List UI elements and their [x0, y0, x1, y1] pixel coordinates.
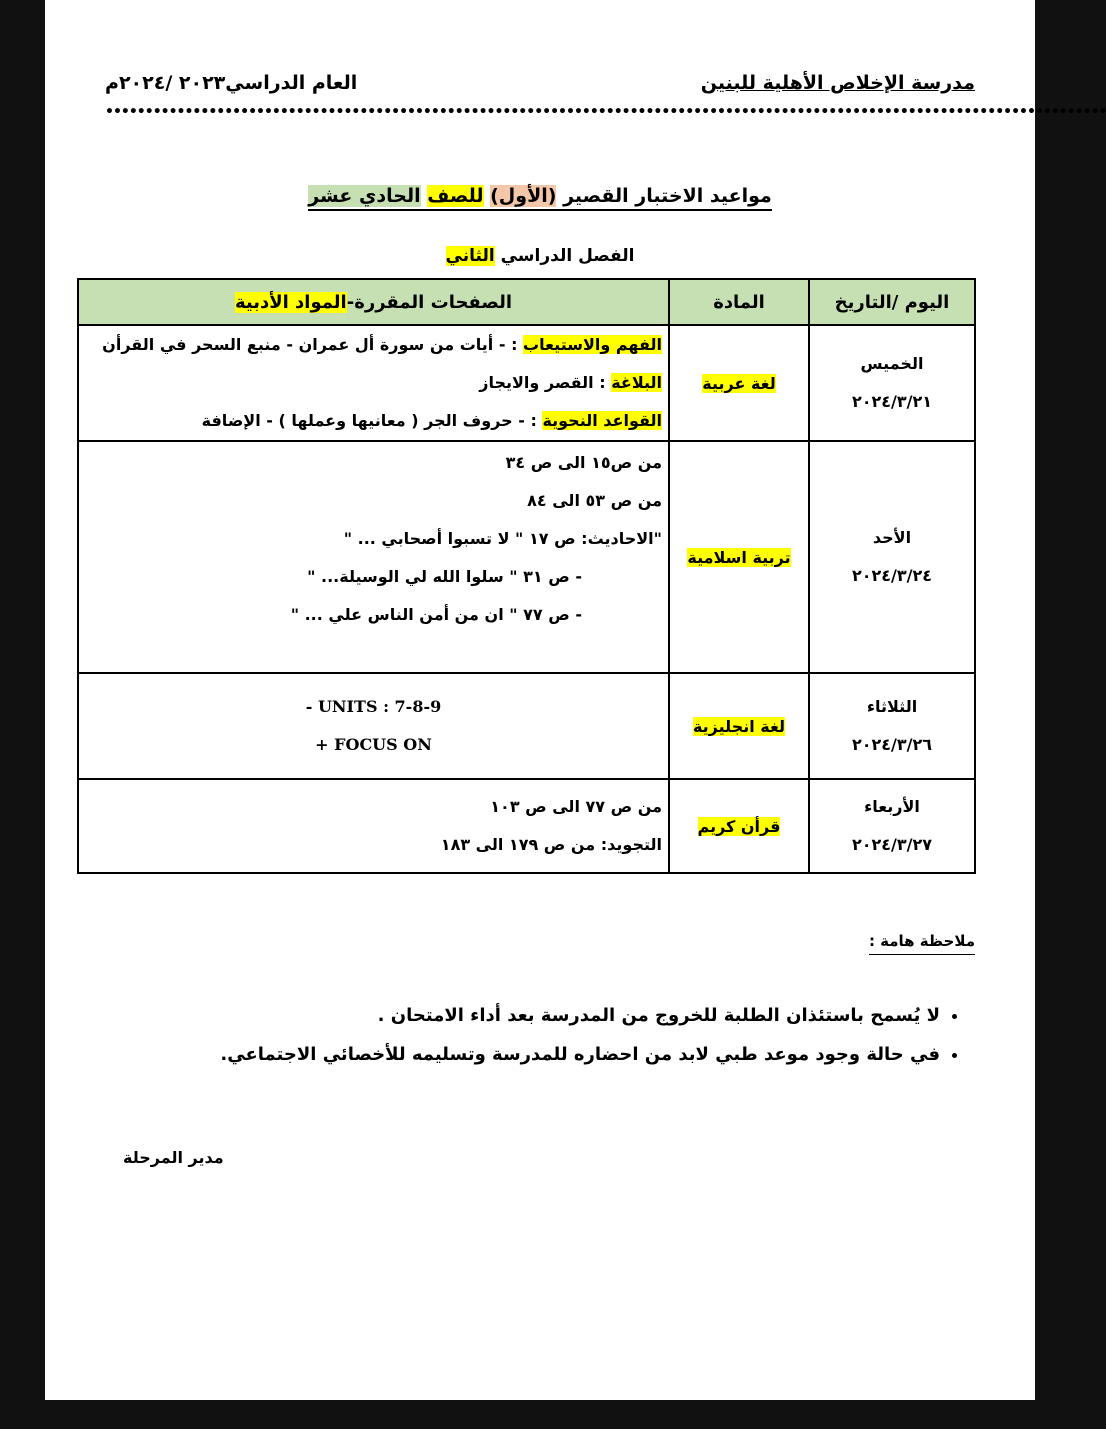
content-cell — [78, 673, 669, 779]
subject-cell — [669, 325, 809, 441]
title-text: مواعيد الاختبار القصير — [563, 185, 772, 207]
table-row — [78, 779, 975, 873]
content-line: من ص١٥ الى ص ٣٤ — [505, 453, 662, 472]
day: الخميس — [860, 354, 924, 373]
semester-value: الثاني — [445, 246, 495, 266]
topic: البلاغة — [611, 373, 662, 392]
content-line — [85, 326, 662, 364]
content-cell — [78, 441, 669, 673]
date: ٢٠٢٤/٣/٢١ — [851, 392, 933, 411]
content-line: التجويد: من ص ١٧٩ الى ١٨٣ — [440, 835, 662, 854]
academic-year: العام الدراسي٢٠٢٣ /٢٠٢٤م — [105, 72, 358, 94]
notes-list — [220, 1005, 965, 1083]
schedule-table — [77, 278, 976, 874]
subject: تربية اسلامية — [687, 547, 791, 567]
semester-subtitle — [45, 246, 1035, 266]
day: الأحد — [872, 528, 912, 547]
date: ٢٠٢٤/٣/٢٧ — [851, 835, 933, 854]
table-row — [78, 441, 975, 673]
dotted-divider: •••••••••••••••••••••••••••••••••••••••••••••••••••••••••••••••••••••••••••••••••••••••••••••••••••••••••••••••••••••••••••••• — [105, 104, 1106, 120]
topic: الفهم والاستيعاب — [523, 335, 662, 354]
day: الثلاثاء — [866, 697, 918, 716]
content-line: - ص ٧٧ " ان من أمن الناس علي ... " — [290, 605, 582, 624]
content-line: "الاحاديث: ص ١٧ " لا تسبوا أصحابي ... " — [343, 529, 662, 548]
table-header — [78, 279, 975, 325]
school-name: مدرسة الإخلاص الأهلية للبنين — [700, 72, 975, 94]
content-line: من ص ٥٣ الى ٨٤ — [527, 491, 662, 510]
day-cell — [809, 673, 975, 779]
content-line — [85, 402, 662, 440]
content-line: + FOCUS ON — [315, 735, 432, 754]
subject-cell — [669, 779, 809, 873]
header-content-a: الصفحات المقررة- — [346, 291, 513, 313]
content-line: - ص ٣١ " سلوا الله لي الوسيلة... " — [307, 567, 582, 586]
date: ٢٠٢٤/٣/٢٦ — [851, 735, 933, 754]
title-grade: الحادي عشر — [308, 185, 421, 207]
content-line — [85, 364, 662, 402]
title-class: للصف — [427, 185, 484, 207]
subject-cell — [669, 441, 809, 673]
topic-detail: : - أيات من سورة أل عمران - منبع السحر في القرأن — [102, 335, 524, 354]
subject: لغة انجليزية — [692, 716, 786, 736]
table-row — [78, 673, 975, 779]
content-line: - UNITS : 7-8-9 — [305, 697, 442, 716]
subject: قرأن كريم — [697, 816, 781, 836]
document-page — [45, 0, 1106, 1400]
topic-detail: : القصر والايجاز — [479, 373, 612, 392]
topic-detail: : - حروف الجر ( معانيها وعملها ) - الإضافة — [201, 411, 543, 430]
date: ٢٠٢٤/٣/٢٤ — [851, 566, 933, 585]
semester-label: الفصل الدراسي — [500, 246, 635, 266]
header-content — [78, 279, 669, 325]
day-cell — [809, 441, 975, 673]
day-cell — [809, 325, 975, 441]
day: الأربعاء — [864, 797, 920, 816]
header-content-b: المواد الأدبية — [234, 291, 347, 313]
topic: القواعد النحوية — [542, 411, 662, 430]
note-item: • في حالة وجود موعد طبي لابد من احضاره للمدرسة وتسليمه للأخصائي الاجتماعي. — [220, 1044, 940, 1065]
notes-heading: ملاحظة هامة : — [869, 932, 975, 955]
table-row — [78, 325, 975, 441]
content-cell — [78, 325, 669, 441]
header-subject: المادة — [669, 279, 809, 325]
note-item: • لا يُسمح باستئذان الطلبة للخروج من المدرسة بعد أداء الامتحان . — [220, 1005, 940, 1026]
title-first: (الأول) — [490, 185, 557, 207]
day-cell — [809, 779, 975, 873]
content-line: من ص ٧٧ الى ص ١٠٣ — [490, 797, 662, 816]
subject: لغة عربية — [702, 373, 776, 393]
page-title — [45, 185, 1035, 207]
subject-cell — [669, 673, 809, 779]
signature-label: مدير المرحلة — [123, 1148, 224, 1167]
header-day: اليوم /التاريخ — [809, 279, 975, 325]
content-cell — [78, 779, 669, 873]
